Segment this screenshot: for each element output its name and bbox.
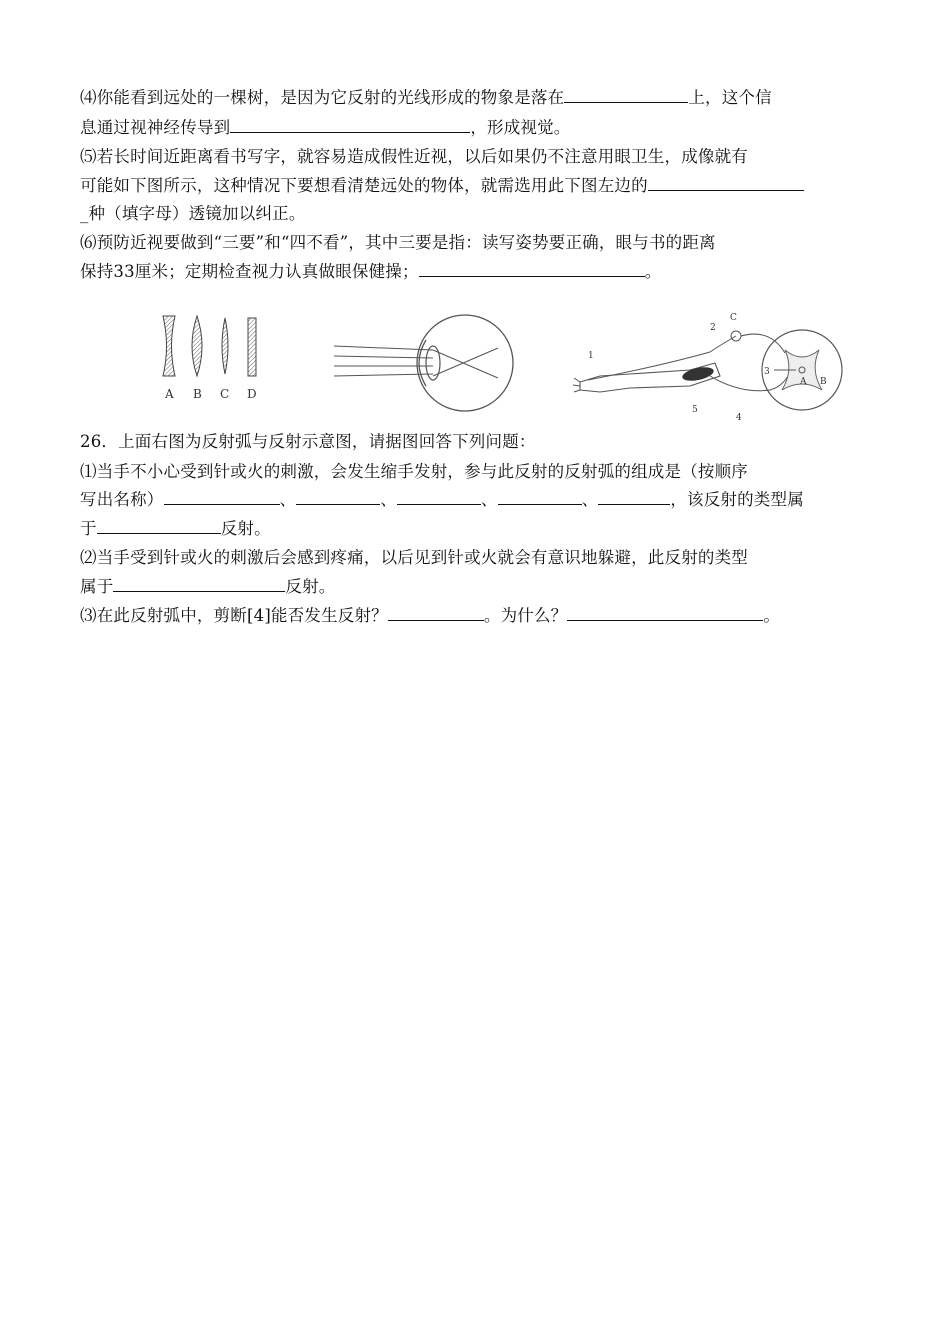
q25-p6-line1 — [80, 229, 716, 257]
q26-p1-text-e: 反射。 — [220, 519, 271, 538]
nerve-to-cord — [741, 334, 785, 353]
q26-p2-line1 — [80, 544, 748, 572]
lens-d-flat — [248, 318, 256, 376]
reflex-arc-figure — [570, 308, 850, 423]
answer-blank-can-reflex[interactable] — [388, 603, 484, 621]
q25-p6-line2 — [80, 258, 661, 286]
answer-blank-center[interactable] — [397, 487, 481, 505]
q25-p5-text-b: 可能如下图所示，这种情况下要想看清楚远处的物体，就需选用此下图左边的 — [80, 176, 648, 195]
q25-p4-text-a: ⑷你能看到远处的一棵树，是因为它反射的光线形成的物象是落在 — [80, 88, 565, 107]
reflex-label-c: C — [730, 313, 737, 323]
answer-blank-eye-care[interactable] — [419, 259, 645, 277]
q25-p4-text-c: 息通过视神经传导到 — [80, 118, 231, 137]
q26-p3-line1 — [80, 602, 780, 630]
q26-p3-text-b: 。为什么？ — [483, 606, 568, 625]
q26-p3-text-a: ⑶在此反射弧中，剪断[4]能否发生反射？ — [80, 606, 388, 625]
light-ray-1 — [334, 346, 433, 350]
q26-p3-text-c: 。 — [763, 606, 781, 625]
q26-p2-line2 — [80, 573, 336, 601]
q25-p4-line2 — [80, 114, 571, 142]
figures-row — [0, 308, 950, 423]
q25-p5-line2 — [80, 172, 804, 200]
reflex-label-4: 4 — [736, 413, 742, 423]
q25-p4-line1 — [80, 84, 772, 112]
answer-blank-why[interactable] — [567, 603, 763, 621]
q26-p2-text-c: 反射。 — [285, 577, 336, 596]
q25-p5-text-c: _种（填字母）透镜加以纠正。 — [80, 204, 306, 223]
eye-myopia-figure — [330, 308, 530, 418]
q25-p6-text-a: ⑹预防近视要做到“三要”和“四不看”，其中三要是指：读写姿势要正确，眼与书的距离 — [80, 233, 716, 252]
q26-p2-text-a: ⑵当手受到针或火的刺激后会感到疼痛，以后见到针或火就会有意识地躲避，此反射的类型 — [80, 548, 748, 567]
answer-blank-lens[interactable] — [648, 173, 804, 191]
q25-p5-line1 — [80, 143, 748, 171]
separator-2: 、 — [380, 490, 397, 509]
reflex-label-a: A — [800, 377, 807, 387]
lens-c-thin-convex — [222, 318, 228, 374]
q26-title: 26．上面右图为反射弧与反射示意图，请据图回答下列问题： — [80, 432, 536, 451]
q26-p1-line3 — [80, 515, 271, 543]
q26-p2-text-b: 属于 — [80, 577, 114, 596]
q25-p4-text-b: 上，这个信 — [688, 88, 772, 107]
q26-p1-line1 — [80, 458, 748, 486]
q25-p5-line3 — [80, 200, 306, 228]
lens-b-convex — [192, 316, 202, 376]
reflex-label-2: 2 — [710, 323, 716, 333]
light-ray-2 — [334, 356, 433, 358]
hand-fingers — [573, 378, 580, 392]
q25-p5-text-a: ⑸若长时间近距离看书写字，就容易造成假性近视，以后如果仍不注意用眼卫生，成像就有 — [80, 147, 748, 166]
motor-nerve — [710, 368, 792, 391]
eyeball — [417, 315, 513, 411]
lens-a-concave — [163, 316, 175, 376]
lens-label-c: C — [220, 387, 230, 401]
q25-p4-text-d: ，形成视觉。 — [470, 118, 571, 137]
lens-label-a: A — [165, 387, 174, 401]
lens-label-d: D — [247, 387, 257, 401]
separator-4: 、 — [581, 490, 599, 509]
answer-blank-receptor[interactable] — [164, 487, 280, 505]
answer-blank-efferent[interactable] — [498, 487, 582, 505]
eye-lens — [426, 346, 440, 380]
answer-blank-afferent[interactable] — [296, 487, 380, 505]
answer-blank-retina[interactable] — [564, 85, 688, 103]
separator-3: 、 — [480, 490, 498, 509]
lens-label-b: B — [193, 387, 202, 401]
lenses-figure — [155, 308, 275, 408]
q26-p1-text-d: 于 — [80, 519, 97, 538]
q26-p1-text-a: ⑴当手不小心受到针或火的刺激，会发生缩手发射，参与此反射的反射弧的组成是（按顺序 — [80, 462, 748, 481]
answer-blank-visual-center[interactable] — [230, 115, 470, 133]
converging-ray-1 — [433, 350, 498, 378]
reflex-label-b: B — [820, 377, 827, 387]
q26-p1-line2 — [80, 486, 804, 514]
answer-blank-effector[interactable] — [598, 487, 670, 505]
q26-p1-text-c: ，该反射的类型属 — [670, 490, 804, 509]
reflex-label-1: 1 — [588, 351, 594, 361]
answer-blank-reflex-type-1[interactable] — [97, 516, 221, 534]
answer-blank-reflex-type-2[interactable] — [113, 574, 285, 592]
converging-ray-2 — [433, 348, 498, 376]
q25-p6-text-c: 。 — [644, 262, 662, 281]
reflex-label-3: 3 — [764, 367, 770, 377]
q25-p6-text-b: 保持33厘米；定期检查视力认真做眼保健操； — [80, 262, 419, 281]
sensory-nerve — [588, 336, 736, 380]
q26-p1-text-b: 写出名称） — [80, 490, 164, 509]
reflex-label-5: 5 — [692, 405, 698, 415]
separator-1: 、 — [279, 490, 297, 509]
